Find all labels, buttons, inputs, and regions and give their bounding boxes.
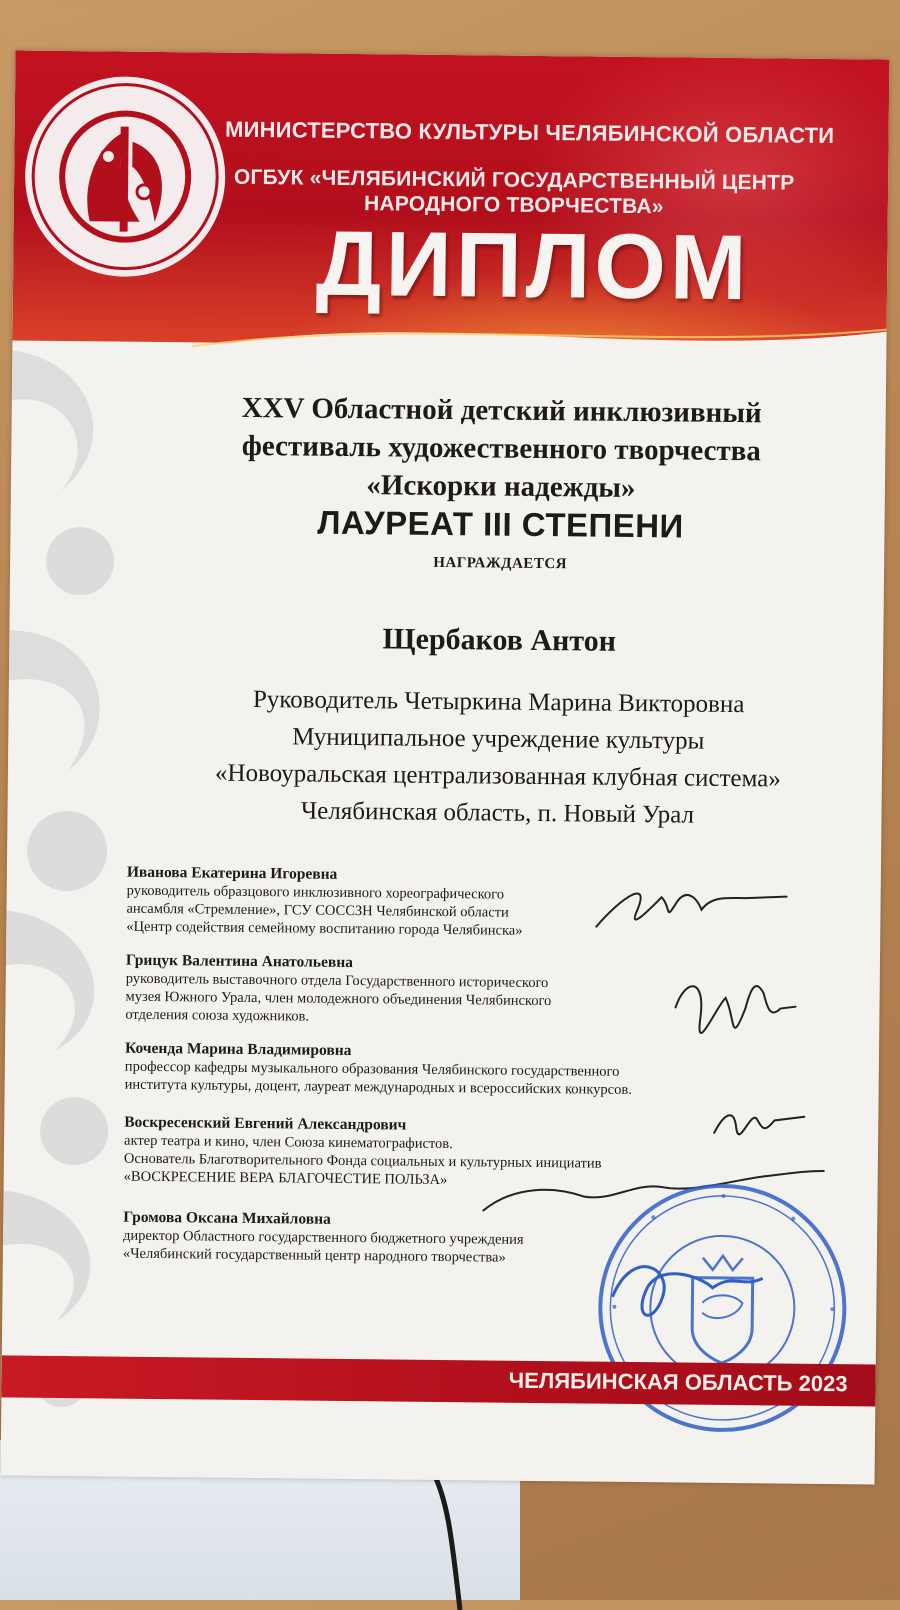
signatory-desc: отделения союза художников. [125, 1006, 310, 1025]
festival-line-3: «Искорки надежды» [366, 469, 636, 504]
institution-line: Муниципальное учреждение культуры [292, 723, 705, 755]
recipient-details [137, 680, 859, 836]
left-ornament [1, 330, 142, 1411]
handwritten-signatures [443, 855, 867, 1219]
cable [430, 1470, 470, 1610]
awarded-label: НАГРАЖДАЕТСЯ [433, 554, 568, 573]
signature-1 [596, 893, 786, 929]
signatory-name: Громова Оксана Михайловна [123, 1208, 331, 1228]
signatory-desc: музея Южного Урала, член молодежного объединения Челябинского [125, 988, 552, 1010]
emblem-logo [19, 71, 231, 283]
signature-3 [714, 1115, 804, 1135]
festival-line-2: фестиваль художественного творчества [241, 429, 761, 468]
institution-name-line: «Новоуральская централизованная клубная система» [214, 759, 781, 793]
diploma-title: ДИПЛОМ [315, 212, 752, 320]
supervisor-line: Руководитель Четыркина Марина Викторовна [252, 685, 745, 719]
signatory-desc: института культуры, доцент, лауреат международных и всероссийских конкурсов. [124, 1076, 632, 1098]
signatory-desc: руководитель образцового инклюзивного хореографического [126, 882, 505, 903]
footer-banner [1, 1355, 875, 1406]
signatory-desc: «ВОСКРЕСЕНИЕ ВЕРА БЛАГОЧЕСТИЕ ПОЛЬЗА» [123, 1168, 448, 1189]
ministry-title: МИНИСТЕРСТВО КУЛЬТУРЫ ЧЕЛЯБИНСКОЙ ОБЛАСТИ [224, 116, 835, 149]
signatory-name: Грицук Валентина Анатольевна [125, 951, 354, 972]
header-wave [12, 300, 887, 369]
signatory-desc: директор Областного государственного бюджетного учреждения [122, 1227, 524, 1248]
signatory-desc: профессор кафедры музыкального образования Челябинского государственного [124, 1058, 620, 1080]
organization-title: ОГБУК «ЧЕЛЯБИНСКИЙ ГОСУДАРСТВЕННЫЙ ЦЕНТР НАРОДНОГО ТВОРЧЕСТВА» [233, 165, 795, 219]
laureate-degree: ЛАУРЕАТ III СТЕПЕНИ [317, 503, 684, 545]
footer-region-year: ЧЕЛЯБИНСКАЯ ОБЛАСТЬ 2023 [508, 1367, 848, 1397]
signatory-name: Воскресенский Евгений Александрович [124, 1113, 407, 1134]
festival-title [141, 388, 862, 510]
location-line: Челябинская область, п. Новый Урал [300, 797, 695, 829]
signatory-desc: «Центр содействия семейному воспитанию города Челябинска» [126, 918, 523, 939]
signatory-name: Коченда Марина Владимировна [124, 1039, 352, 1060]
signatory-desc: актер театра и кино, член Союза кинематографистов. [123, 1132, 453, 1153]
signature-2 [675, 985, 795, 1034]
diploma-sheet [1, 50, 890, 1484]
festival-line-1: XXV Областной детский инклюзивный [241, 391, 762, 430]
signatory-desc: руководитель выставочного отдела Государственного исторического [125, 970, 549, 992]
signatory-desc: Основатель Благотворительного Фонда социальных и культурных инициатив [123, 1150, 602, 1172]
recipient-name: Щербаков Антон [382, 622, 617, 658]
signatory-name: Иванова Екатерина Игоревна [126, 863, 338, 883]
signatory-desc: «Челябинский государственный центр народного творчества» [122, 1245, 506, 1266]
header-banner [12, 50, 889, 349]
signatory-desc: ансамбля «Стремление», ГСУ СОССЗН Челябинской области [126, 900, 509, 921]
